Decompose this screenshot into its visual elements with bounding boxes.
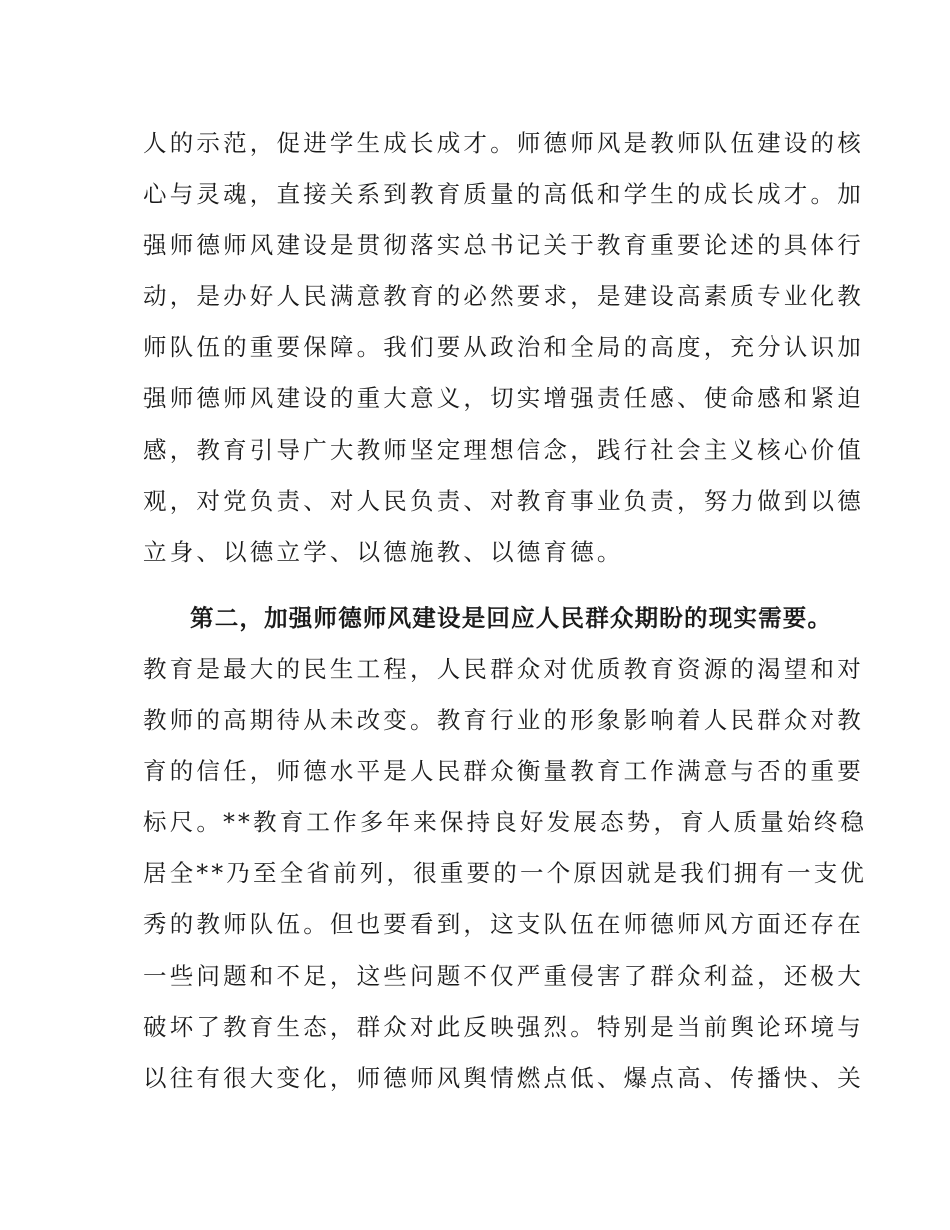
paragraph-line: 人的示范，促进学生成长成才。师德师风是教师队伍建设的核 — [143, 129, 864, 157]
paragraph-line: 感，教育引导广大教师坚定理想信念，践行社会主义核心价值 — [143, 435, 864, 464]
paragraph-line: 教育是最大的民生工程，人民群众对优质教育资源的渴望和对 — [143, 654, 864, 683]
paragraph-line: 教师的高期待从未改变。教育行业的形象影响着人民群众对教 — [143, 706, 864, 735]
document-body — [143, 118, 868, 1104]
paragraph-line: 一些问题和不足，这些问题不仅严重侵害了群众利益，还极大 — [143, 961, 864, 990]
paragraph-line: 立身、以德立学、以德施教、以德育德。 — [143, 537, 624, 566]
paragraph-2 — [143, 593, 868, 1104]
paragraph-1 — [143, 118, 864, 578]
paragraph-line: 育的信任，师德水平是人民群众衡量教育工作满意与否的重要 — [143, 757, 864, 786]
paragraph-line: 强师德师风建设是贯彻落实总书记关于教育重要论述的具体行 — [143, 231, 864, 260]
paragraph-line: 强师德师风建设的重大意义，切实增强责任感、使命感和紧迫 — [143, 384, 864, 413]
section-heading: 第二，加强师德师风建设是回应人民群众期盼的现实需要。 — [190, 603, 833, 632]
paragraph-line: 动，是办好人民满意教育的必然要求，是建设高素质专业化教 — [143, 282, 864, 311]
paragraph-line: 以往有很大变化，师德师风舆情燃点低、爆点高、传播快、关 — [143, 1063, 864, 1092]
paragraph-line: 秀的教师队伍。但也要看到，这支队伍在师德师风方面还存在 — [143, 910, 864, 939]
paragraph-line: 标尺。**教育工作多年来保持良好发展态势，育人质量始终稳 — [143, 808, 868, 837]
paragraph-line: 居全**乃至全省前列，很重要的一个原因就是我们拥有一支优 — [143, 859, 868, 888]
paragraph-line: 观，对党负责、对人民负责、对教育事业负责，努力做到以德 — [143, 486, 864, 515]
paragraph-line: 师队伍的重要保障。我们要从政治和全局的高度，充分认识加 — [143, 333, 864, 362]
paragraph-line: 破坏了教育生态，群众对此反映强烈。特别是当前舆论环境与 — [143, 1012, 864, 1041]
paragraph-line: 心与灵魂，直接关系到教育质量的高低和学生的成长成才。加 — [143, 180, 864, 209]
